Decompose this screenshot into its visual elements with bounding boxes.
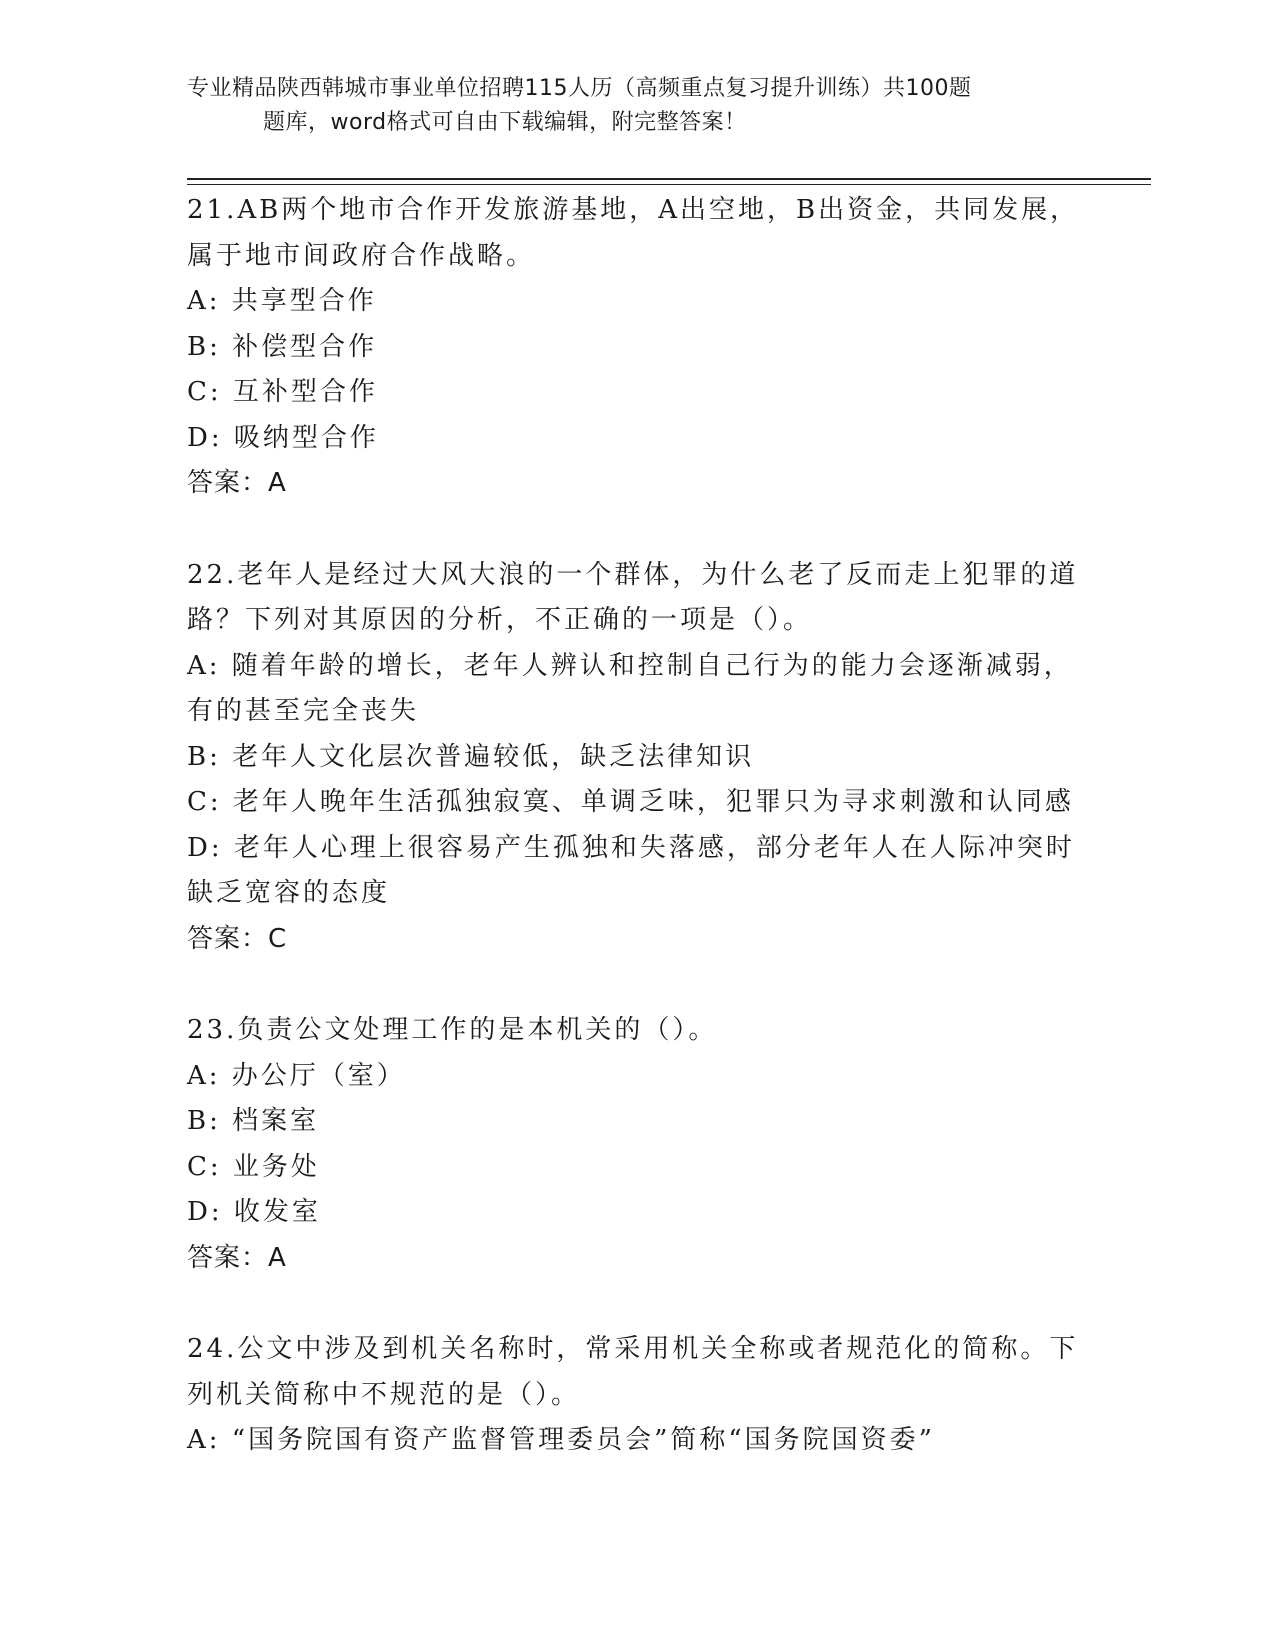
option-a: A: 共享型合作 — [187, 286, 377, 316]
option-d: D: 吸纳型合作 — [187, 422, 379, 453]
option-d: D: 老年人心理上很容易产生孤独和失落感，部分老年人在人际冲突时 — [187, 832, 1075, 863]
header-rule-thin — [187, 184, 1151, 185]
question-stem-line: 属于地市间政府合作战略。 — [187, 240, 536, 271]
option-c: C: 互补型合作 — [187, 377, 378, 407]
option-d-continued: 缺乏宽容的态度 — [187, 878, 391, 908]
question-stem-line: 22.老年人是经过大风大浪的一个群体，为什么老了反而走上犯罪的道 — [187, 559, 1079, 590]
question-23 — [187, 1008, 1087, 1281]
header-title-line1: 专业精品陕西韩城市事业单位招聘115人历（高频重点复习提升训练）共100题 — [187, 76, 972, 101]
option-a: A: 随着年龄的增长，老年人辨认和控制自己行为的能力会逐渐减弱， — [187, 650, 1073, 681]
answer-line: 答案：A — [187, 468, 287, 498]
option-a: A: “国务院国有资产监督管理委员会”简称“国务院国资委” — [187, 1425, 935, 1455]
header-rule-thick — [187, 178, 1151, 180]
option-b: B: 档案室 — [187, 1106, 320, 1136]
option-a: A: 办公厅（室） — [187, 1060, 406, 1091]
question-stem-line: 21.AB两个地市合作开发旅游基地，A出空地，B出资金，共同发展， — [187, 195, 1080, 225]
header-title-line2: 题库，word格式可自由下载编辑，附完整答案！ — [263, 110, 747, 135]
question-22 — [187, 553, 1087, 963]
question-list — [187, 188, 1087, 1510]
option-b: B: 补偿型合作 — [187, 331, 378, 362]
question-24 — [187, 1327, 1087, 1464]
answer-line: 答案：A — [187, 1242, 287, 1273]
question-stem-line: 24.公文中涉及到机关名称时，常采用机关全称或者规范化的简称。下 — [187, 1334, 1079, 1364]
option-c: C: 老年人晚年生活孤独寂寞、单调乏味，犯罪只为寻求刺激和认同感 — [187, 787, 1074, 817]
question-stem-line: 路？下列对其原因的分析，不正确的一项是（）。 — [187, 605, 813, 635]
option-b: B: 老年人文化层次普遍较低，缺乏法律知识 — [187, 741, 755, 772]
answer-line: 答案：C — [187, 923, 288, 954]
question-21 — [187, 188, 1087, 507]
option-a-continued: 有的甚至完全丧失 — [187, 696, 420, 726]
question-stem-line: 列机关简称中不规范的是（）。 — [187, 1379, 581, 1410]
question-stem-line: 23.负责公文处理工作的是本机关的（）。 — [187, 1015, 718, 1045]
option-d: D: 收发室 — [187, 1197, 321, 1227]
document-header — [187, 72, 1067, 140]
option-c: C: 业务处 — [187, 1151, 320, 1182]
